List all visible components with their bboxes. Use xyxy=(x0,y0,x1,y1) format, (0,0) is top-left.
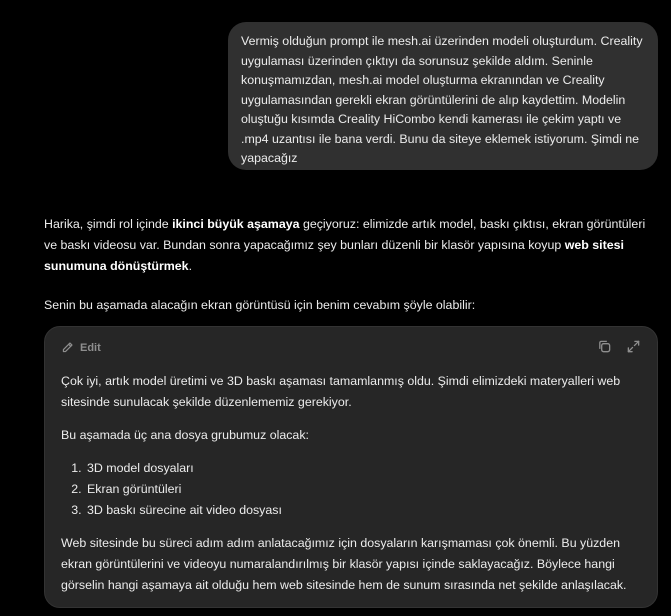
assistant-p1-bold-2: web sitesi sunumuna dönüştürmek xyxy=(44,238,624,273)
assistant-paragraph-1 xyxy=(44,214,660,277)
edit-button[interactable] xyxy=(61,341,101,354)
canvas-card xyxy=(44,326,658,608)
pencil-icon xyxy=(61,341,74,354)
canvas-paragraph-3: Web sitesinde bu süreci adım adım anlatacağımız için dosyaların karışmaması çok önemli. Bu yüzden ekran görüntülerini ve videoyu numaralandırılmış bir klasör yapısı içinde saklayacağız. Böylece hangi görselin hangi aşamaya ait olduğu hem web sitesinde hem de sunum sırasında net şekilde anlaşılacak. xyxy=(61,536,627,592)
assistant-paragraph-2: Senin bu aşamada alacağın ekran görüntüsü için benim cevabım şöyle olabilir: xyxy=(44,298,476,312)
canvas-card-header xyxy=(45,327,657,369)
canvas-paragraph-1: Çok iyi, artık model üretimi ve 3D baskı aşaması tamamlanmış oldu. Şimdi elimizdeki materyalleri web sitesinde sunulacak şekilde düzenlememiz gerekiyor. xyxy=(61,374,621,409)
copy-icon[interactable] xyxy=(597,339,612,354)
list-item: 3. 3D baskı sürecine ait video dosyası xyxy=(85,500,641,521)
assistant-message xyxy=(44,214,660,328)
list-item: 2. Ekran görüntüleri xyxy=(85,479,641,500)
canvas-card-body xyxy=(61,371,641,596)
assistant-p1-text-1: Harika, şimdi rol içinde xyxy=(44,217,173,231)
expand-icon[interactable] xyxy=(626,339,641,354)
canvas-actions xyxy=(597,339,641,354)
canvas-file-group-list xyxy=(61,458,641,521)
edit-label: Edit xyxy=(80,341,101,354)
list-item: 1. 3D model dosyaları xyxy=(85,458,641,479)
assistant-p1-bold-1: ikinci büyük aşamaya xyxy=(172,217,300,231)
assistant-p1-text-3: . xyxy=(188,259,193,273)
canvas-paragraph-2: Bu aşamada üç ana dosya grubumuz olacak: xyxy=(61,428,309,442)
assistant-p1-text-2: geçiyoruz: elimizde artık model, baskı çıktısı, ekran görüntüleri ve baskı videosu var. Bundan sonra yapacağımız şey bunları düzenli bir klasör yapısına koyup xyxy=(44,217,646,252)
user-message-text: Vermiş olduğun prompt ile mesh.ai üzerinden modeli oluşturdum. Creality uygulaması üzerinden çıktıyı da sorunsuz şekilde aldım. Seninle konuşmamızdan, mesh.ai model oluşturma ekranından ve Creality uygulamasından gerekli ekran görüntülerini de alıp kaydettim. Modelin oluştuğu kısımda Creality HiCombo kendi kamerası ile çekim yaptı ve .mp4 uzantısı ile bana verdi. Bunu da siteye eklemek istiyorum. Şimdi ne yapacağız xyxy=(241,34,643,165)
user-message-bubble xyxy=(228,22,658,170)
